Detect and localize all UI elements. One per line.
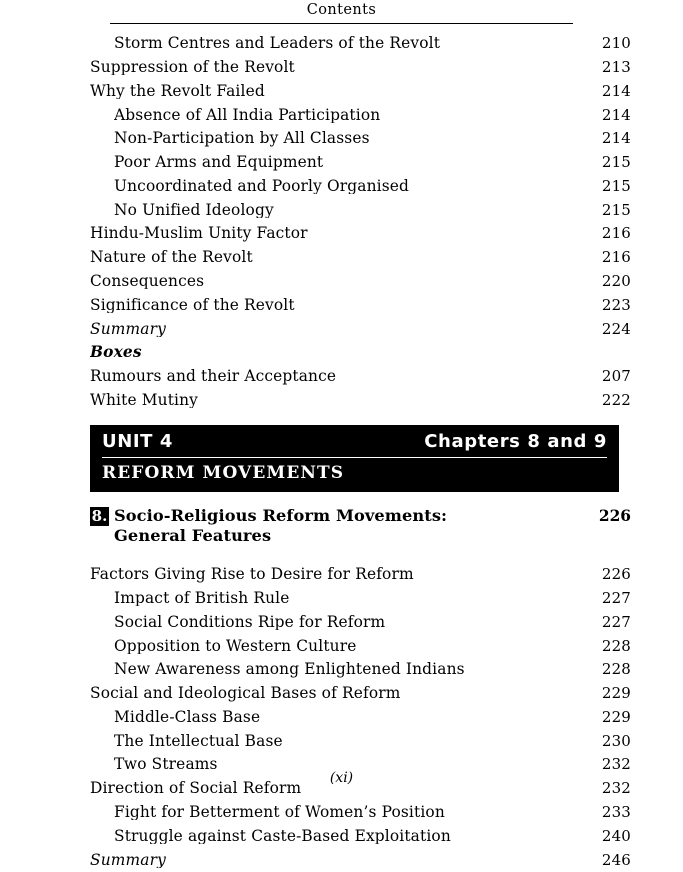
toc-entry-page: 230: [601, 731, 631, 750]
toc-entry-page: 240: [601, 826, 631, 845]
toc-entry[interactable]: [52, 634, 631, 658]
unit-label: UNIT 4: [102, 430, 174, 452]
toc-entry-label: Struggle against Caste-Based Exploitation: [114, 828, 451, 845]
toc-entry[interactable]: [52, 198, 631, 222]
toc-entry-page: 232: [601, 779, 631, 798]
header-rule: [110, 23, 573, 24]
toc-entry-page: 207: [601, 367, 631, 386]
toc-entry-label: Summary: [90, 852, 166, 868]
toc-entry-page: 223: [601, 295, 631, 314]
toc-entry-label: Significance of the Revolt: [90, 297, 295, 314]
toc-entry[interactable]: [52, 103, 631, 127]
toc-entry-label: Summary: [90, 321, 166, 337]
toc-entry[interactable]: [52, 341, 631, 365]
toc-entry-page: 226: [601, 565, 631, 584]
toc-entry-page: 216: [601, 224, 631, 243]
toc-entry[interactable]: [52, 175, 631, 199]
toc-entry-page: 228: [601, 660, 631, 679]
unit-chapters-label: Chapters 8 and 9: [424, 430, 607, 452]
toc-entry-page: 216: [601, 248, 631, 267]
toc-entry-label: Hindu-Muslim Unity Factor: [90, 226, 308, 242]
toc-entry[interactable]: [52, 825, 631, 849]
unit-title: REFORM MOVEMENTS: [102, 462, 345, 483]
spacer: [52, 548, 631, 555]
toc-entry[interactable]: [52, 365, 631, 389]
toc-entry[interactable]: [52, 56, 631, 80]
toc-entry[interactable]: [52, 389, 631, 413]
toc-entry-page: 222: [601, 390, 631, 409]
toc-entry-label: Uncoordinated and Poorly Organised: [114, 178, 410, 195]
toc-entry-label: Two Streams: [114, 757, 218, 773]
toc-entry-label: Opposition to Western Culture: [114, 638, 357, 654]
toc-entry[interactable]: [52, 317, 631, 341]
toc-entry-label: Social Conditions Ripe for Reform: [114, 614, 386, 631]
chapter-title-line-1: Socio-Religious Reform Movements:: [114, 505, 448, 525]
chapter-number-badge: 8.: [91, 506, 108, 525]
toc-list-bottom: [52, 563, 631, 872]
toc-entry[interactable]: [52, 658, 631, 682]
toc-entry-label: Impact of British Rule: [114, 590, 290, 607]
toc-entry-page: 215: [601, 200, 631, 219]
toc-entry-page: 210: [601, 34, 631, 53]
toc-entry-label: Boxes: [90, 345, 142, 361]
toc-entry-page: 232: [601, 755, 631, 774]
toc-entry[interactable]: [52, 80, 631, 104]
toc-entry-label: Rumours and their Acceptance: [90, 369, 337, 385]
toc-entry-page: 228: [601, 636, 631, 655]
toc-entry-label: Direction of Social Reform: [90, 781, 302, 797]
toc-entry-page: 229: [601, 707, 631, 726]
toc-entry-page: 215: [601, 153, 631, 172]
toc-entry-label: Social and Ideological Bases of Reform: [90, 686, 401, 702]
toc-entry[interactable]: [52, 848, 631, 872]
toc-entry-page: 215: [601, 176, 631, 195]
toc-entry-page: 220: [601, 272, 631, 290]
toc-entry-page: 214: [601, 105, 631, 124]
chapter-title-line-2: General Features: [114, 525, 272, 545]
toc-entry[interactable]: [52, 729, 631, 753]
toc-entry-label: Storm Centres and Leaders of the Revolt: [114, 36, 441, 52]
toc-entry[interactable]: [52, 294, 631, 318]
unit-banner-divider: [102, 457, 607, 458]
toc-entry[interactable]: [52, 563, 631, 587]
toc-entry-page: 224: [601, 319, 631, 338]
chapter-title: [109, 506, 585, 547]
toc-entry[interactable]: [52, 682, 631, 706]
toc-entry-page: 229: [601, 684, 631, 703]
toc-entry-label: White Mutiny: [90, 392, 199, 409]
running-head: Contents: [306, 2, 377, 18]
toc-entry-label: New Awareness among Enlightened Indians: [114, 662, 465, 678]
toc-entry-page: 213: [601, 57, 631, 76]
toc-entry-label: Non-Participation by All Classes: [114, 131, 370, 147]
toc-entry-label: Poor Arms and Equipment: [114, 155, 324, 171]
unit-banner: [90, 425, 619, 492]
toc-entry-label: No Unified Ideology: [114, 202, 274, 219]
toc-entry-label: Suppression of the Revolt: [90, 59, 295, 76]
toc-list-top: [52, 32, 631, 413]
toc-entry-label: Nature of the Revolt: [90, 250, 253, 266]
unit-banner-top: [102, 431, 607, 452]
toc-entry[interactable]: [52, 127, 631, 151]
toc-entry-page: 214: [601, 81, 631, 100]
toc-entry[interactable]: [52, 270, 631, 294]
toc-entry[interactable]: [52, 706, 631, 730]
chapter-page-number: 226: [598, 506, 631, 525]
folio-page-number: (xi): [329, 770, 354, 786]
toc-entry[interactable]: [52, 246, 631, 270]
toc-entry[interactable]: [52, 801, 631, 825]
toc-entry[interactable]: [52, 611, 631, 635]
toc-entry-page: 214: [601, 129, 631, 148]
toc-entry[interactable]: [52, 32, 631, 56]
toc-entry-label: Consequences: [90, 274, 205, 290]
toc-entry-label: Factors Giving Rise to Desire for Reform: [90, 567, 414, 583]
toc-entry-page: 227: [601, 588, 631, 607]
chapter-heading[interactable]: [90, 506, 631, 547]
toc-entry[interactable]: [52, 151, 631, 175]
toc-entry-label: Fight for Betterment of Women’s Position: [114, 805, 445, 821]
toc-entry[interactable]: [52, 222, 631, 246]
toc-entry-page: 227: [601, 612, 631, 631]
toc-entry-page: 246: [601, 850, 631, 869]
toc-entry-label: Middle-Class Base: [114, 709, 261, 726]
toc-entry-page: 233: [601, 803, 631, 821]
toc-entry-label: Absence of All India Participation: [114, 107, 381, 123]
toc-entry-label: The Intellectual Base: [114, 733, 283, 750]
toc-entry-label: Why the Revolt Failed: [90, 83, 265, 100]
toc-entry[interactable]: [52, 587, 631, 611]
